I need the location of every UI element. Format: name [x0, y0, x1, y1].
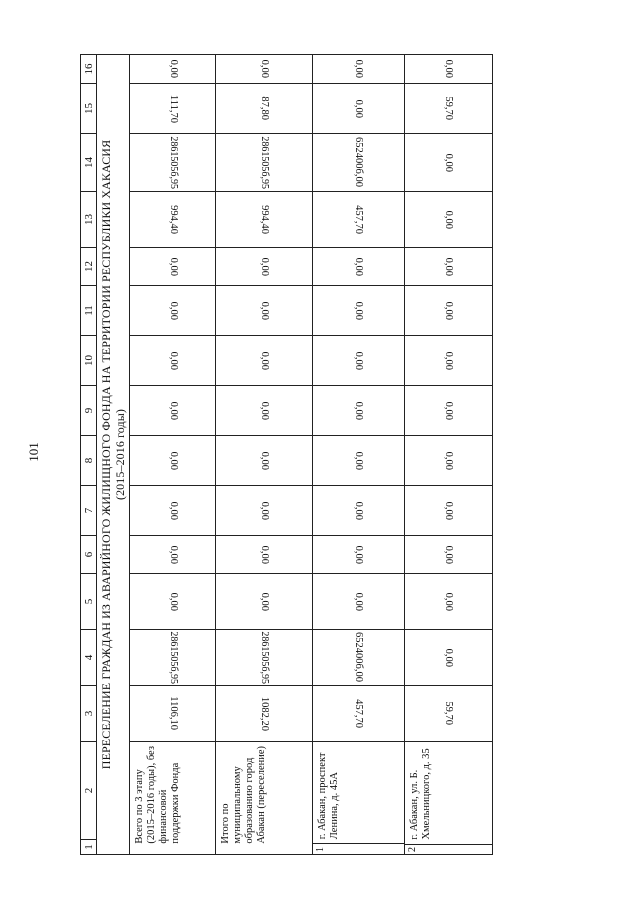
cell-value: 0,00	[353, 59, 365, 79]
value-cell	[130, 630, 216, 686]
cell-value: 0,00	[258, 545, 270, 564]
cell-value: 0,00	[443, 210, 455, 229]
value-cell	[216, 486, 312, 536]
cell-value: 111,70	[167, 94, 179, 123]
column-number-16: 16	[81, 55, 97, 84]
table-row	[404, 55, 492, 855]
title-row	[97, 55, 130, 855]
cell-value: 457,70	[353, 205, 365, 234]
row-number: 2	[405, 844, 492, 854]
cell-value: 0,00	[353, 401, 365, 420]
row-number: 1	[313, 843, 404, 854]
value-cell	[312, 630, 404, 686]
value-cell	[130, 134, 216, 192]
cell-value: 0,00	[258, 351, 270, 370]
value-cell	[130, 84, 216, 134]
cell-value: 0,00	[167, 592, 179, 611]
row-number	[130, 848, 215, 854]
cell-value: 994,40	[167, 205, 179, 234]
cell-value: 2861505б,95	[258, 631, 270, 684]
value-cell	[216, 630, 312, 686]
value-cell	[312, 84, 404, 134]
value-cell	[216, 574, 312, 630]
column-number-12: 12	[81, 248, 97, 286]
value-cell	[312, 192, 404, 248]
value-cell	[216, 55, 312, 84]
cell-value: 0,00	[167, 257, 179, 276]
column-number-2: 2	[81, 742, 97, 840]
column-number-8: 8	[81, 436, 97, 486]
cell-value: 0,00	[167, 501, 179, 520]
value-cell	[404, 55, 492, 84]
cell-value: 1106,10	[167, 696, 179, 731]
value-cell	[312, 436, 404, 486]
value-cell	[404, 386, 492, 436]
title-line-2: (2015–2016 годы)	[113, 408, 128, 501]
resettlement-table	[80, 54, 493, 855]
column-number-13: 13	[81, 192, 97, 248]
value-cell	[216, 686, 312, 742]
cell-value: 457,70	[353, 699, 365, 728]
column-number-10: 10	[81, 336, 97, 386]
row-label-cell	[216, 742, 312, 855]
page-number: 101	[26, 442, 41, 462]
cell-value: 0,00	[353, 592, 365, 611]
cell-value: 0,00	[258, 59, 270, 79]
value-cell	[404, 248, 492, 286]
value-cell	[130, 386, 216, 436]
table-row	[130, 55, 216, 855]
value-cell	[216, 192, 312, 248]
table-row	[312, 55, 404, 855]
row-label: г. Абакан, ул. Б. Хмельницкого, д. 35	[408, 748, 432, 840]
column-number-5: 5	[81, 574, 97, 630]
cell-value: 0,00	[443, 59, 455, 79]
value-cell	[130, 574, 216, 630]
column-number-11: 11	[81, 286, 97, 336]
cell-value: 0,00	[443, 301, 455, 320]
cell-value: 0,00	[258, 451, 270, 470]
value-cell	[404, 574, 492, 630]
row-label: г. Абакан, проспект Ленина, д. 45А	[316, 752, 340, 840]
value-cell	[312, 336, 404, 386]
cell-value: 0,00	[443, 257, 455, 276]
cell-value: 1082,20	[258, 696, 270, 731]
cell-value: 87,80	[258, 96, 270, 121]
row-number	[216, 848, 311, 854]
value-cell	[404, 686, 492, 742]
column-number-15: 15	[81, 84, 97, 134]
value-cell	[130, 436, 216, 486]
value-cell	[130, 686, 216, 742]
value-cell	[216, 536, 312, 574]
value-cell	[216, 84, 312, 134]
cell-value: 0,00	[443, 592, 455, 611]
value-cell	[130, 286, 216, 336]
cell-value: 0,00	[258, 301, 270, 320]
column-number-6: 6	[81, 536, 97, 574]
column-number-3: 3	[81, 686, 97, 742]
column-number-row	[81, 55, 97, 855]
cell-value: 0,00	[443, 545, 455, 564]
value-cell	[312, 286, 404, 336]
value-cell	[312, 574, 404, 630]
cell-value: 0,00	[443, 351, 455, 370]
column-number-7: 7	[81, 486, 97, 536]
cell-value: 2861505б,95	[167, 136, 179, 189]
cell-value: 652400б,00	[353, 137, 365, 188]
cell-value: 0,00	[167, 301, 179, 320]
value-cell	[130, 336, 216, 386]
cell-value: 0,00	[443, 501, 455, 520]
value-cell	[130, 536, 216, 574]
value-cell	[216, 286, 312, 336]
cell-value: 0,00	[167, 545, 179, 564]
value-cell	[130, 248, 216, 286]
cell-value: 0,00	[167, 351, 179, 370]
cell-value: 0,00	[353, 451, 365, 470]
value-cell	[404, 630, 492, 686]
cell-value: 0,00	[258, 592, 270, 611]
value-cell	[312, 536, 404, 574]
cell-value: 0,00	[443, 648, 455, 667]
row-label-cell	[404, 742, 492, 855]
table-row	[216, 55, 312, 855]
value-cell	[130, 486, 216, 536]
value-cell	[216, 386, 312, 436]
cell-value: 0,00	[353, 501, 365, 520]
cell-value: 0,00	[258, 257, 270, 276]
row-label: Всего по 3 этапу (2015–2016 годы), без финансовой поддержки Фонда	[134, 746, 182, 844]
cell-value: 59,70	[443, 96, 455, 121]
table-title	[97, 55, 130, 855]
cell-value: 2861505б,95	[167, 631, 179, 684]
value-cell	[404, 486, 492, 536]
value-cell	[404, 134, 492, 192]
value-cell	[312, 248, 404, 286]
cell-value: 0,00	[353, 351, 365, 370]
cell-value: 2861505б,95	[258, 136, 270, 189]
column-number-9: 9	[81, 386, 97, 436]
value-cell	[130, 192, 216, 248]
value-cell	[312, 486, 404, 536]
row-label-cell	[312, 742, 404, 855]
cell-value: 0,00	[353, 545, 365, 564]
cell-value: 0,00	[258, 501, 270, 520]
cell-value: 0,00	[443, 451, 455, 470]
cell-value: 0,00	[167, 451, 179, 470]
value-cell	[404, 536, 492, 574]
cell-value: 994,40	[258, 205, 270, 234]
cell-value: 652400б,00	[353, 632, 365, 683]
column-number-14: 14	[81, 134, 97, 192]
cell-value: 0,00	[353, 257, 365, 276]
value-cell	[216, 248, 312, 286]
title-line-1: ПЕРЕСЕЛЕНИЕ ГРАЖДАН ИЗ АВАРИЙНОГО ЖИЛИЩНОГО ФОНДА НА ТЕРРИТОРИИ РЕСПУБЛИКИ ХАКАСИЯ	[99, 139, 114, 770]
cell-value: 0,00	[353, 99, 365, 118]
value-cell	[312, 386, 404, 436]
value-cell	[216, 336, 312, 386]
cell-value: 0,00	[443, 153, 455, 172]
table-stage	[80, 55, 493, 855]
value-cell	[404, 286, 492, 336]
value-cell	[312, 55, 404, 84]
column-number-1: 1	[81, 840, 97, 855]
cell-value: 0,00	[353, 301, 365, 320]
row-label-cell	[130, 742, 216, 855]
value-cell	[216, 436, 312, 486]
value-cell	[312, 686, 404, 742]
value-cell	[130, 55, 216, 84]
cell-value: 59,70	[443, 701, 455, 726]
value-cell	[404, 336, 492, 386]
value-cell	[404, 84, 492, 134]
value-cell	[216, 134, 312, 192]
cell-value: 0,00	[167, 401, 179, 420]
value-cell	[404, 192, 492, 248]
cell-value: 0,00	[258, 401, 270, 420]
column-number-4: 4	[81, 630, 97, 686]
cell-value: 0,00	[443, 401, 455, 420]
value-cell	[404, 436, 492, 486]
cell-value: 0,00	[167, 59, 179, 79]
value-cell	[312, 134, 404, 192]
row-label: Итого по муниципальному образованию город Абакан (переселение)	[220, 745, 268, 844]
